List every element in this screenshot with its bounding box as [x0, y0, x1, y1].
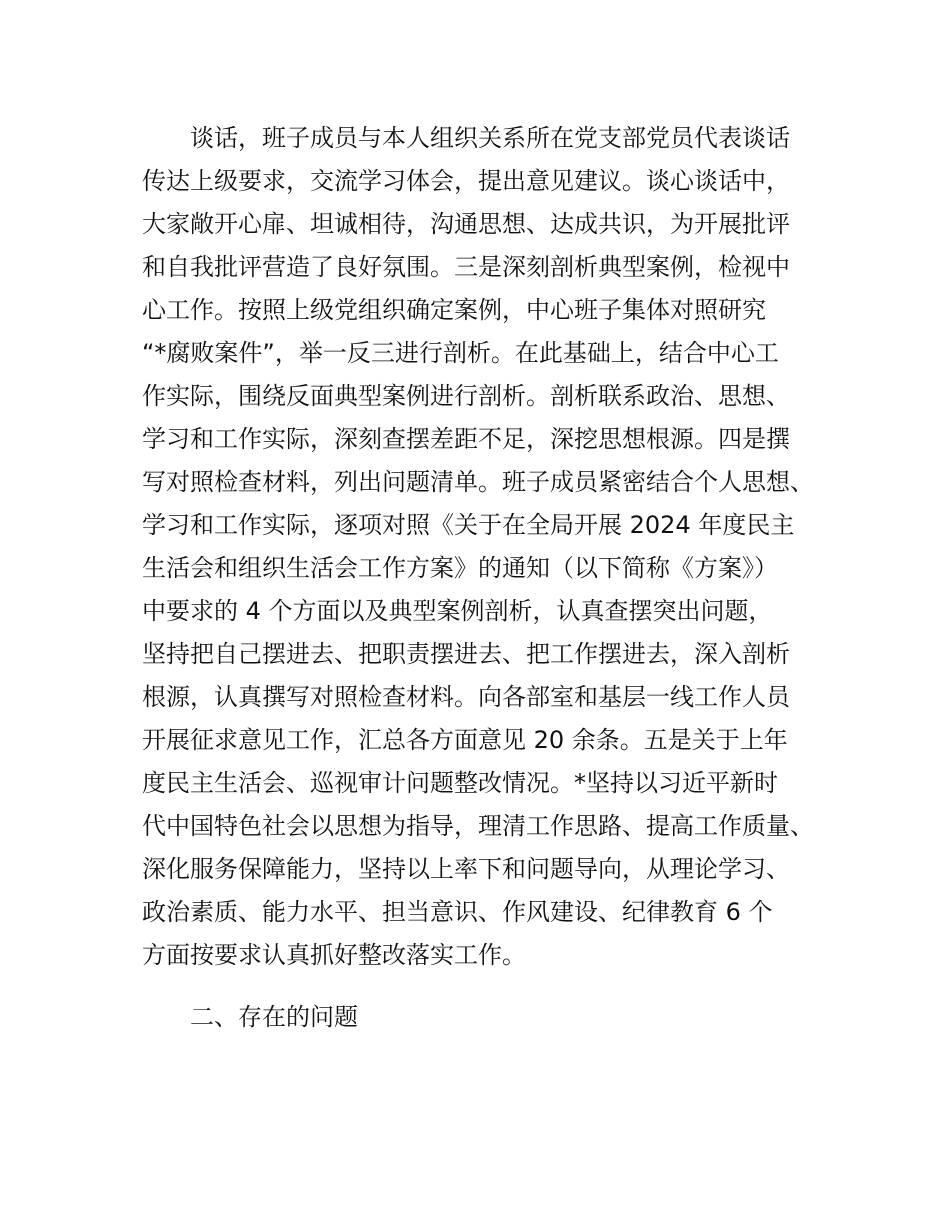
paragraph-line: “*腐败案件”，举一反三进行剖析。在此基础上，结合中心工	[142, 339, 779, 367]
paragraph-line: 代中国特色社会以思想为指导，理清工作思路、提高工作质量、	[142, 812, 814, 840]
section-heading: 二、存在的问题	[190, 1003, 358, 1031]
paragraph-line: 学习和工作实际，深刻查摆差距不足，深挖思想根源。四是撰	[142, 425, 790, 453]
paragraph-line: 方面按要求认真抓好整改落实工作。	[142, 941, 526, 969]
paragraph-line: 作实际，围绕反面典型案例进行剖析。剖析联系政治、思想、	[142, 382, 790, 410]
paragraph-line: 写对照检查材料，列出问题清单。班子成员紧密结合个人思想、	[142, 468, 814, 496]
paragraph-line: 政治素质、能力水平、担当意识、作风建设、纪律教育 6 个	[142, 898, 773, 926]
paragraph-line: 根源，认真撰写对照检查材料。向各部室和基层一线工作人员	[142, 683, 790, 711]
paragraph-line: 生活会和组织生活会工作方案》的通知（以下简称《方案》）	[142, 554, 778, 582]
paragraph-line: 度民主生活会、巡视审计问题整改情况。*坚持以习近平新时	[142, 769, 778, 797]
paragraph-line: 学习和工作实际，逐项对照《关于在全局开展 2024 年度民主	[142, 511, 795, 539]
paragraph-line: 传达上级要求，交流学习体会，提出意见建议。谈心谈话中，	[142, 167, 790, 195]
paragraph-line: 坚持把自己摆进去、把职责摆进去、把工作摆进去，深入剖析	[142, 640, 790, 668]
paragraph-line: 大家敞开心扉、坦诚相待，沟通思想、达成共识，为开展批评	[142, 210, 790, 238]
paragraph-line: 谈话，班子成员与本人组织关系所在党支部党员代表谈话	[190, 124, 790, 152]
paragraph-line: 中要求的 4 个方面以及典型案例剖析，认真查摆突出问题，	[142, 597, 773, 625]
paragraph-line: 开展征求意见工作，汇总各方面意见 20 余条。五是关于上年	[142, 726, 788, 754]
paragraph-line: 深化服务保障能力，坚持以上率下和问题导向，从理论学习、	[142, 855, 790, 883]
paragraph-line: 和自我批评营造了良好氛围。三是深刻剖析典型案例，检视中	[142, 253, 790, 281]
paragraph-line: 心工作。按照上级党组织确定案例，中心班子集体对照研究	[142, 296, 766, 324]
